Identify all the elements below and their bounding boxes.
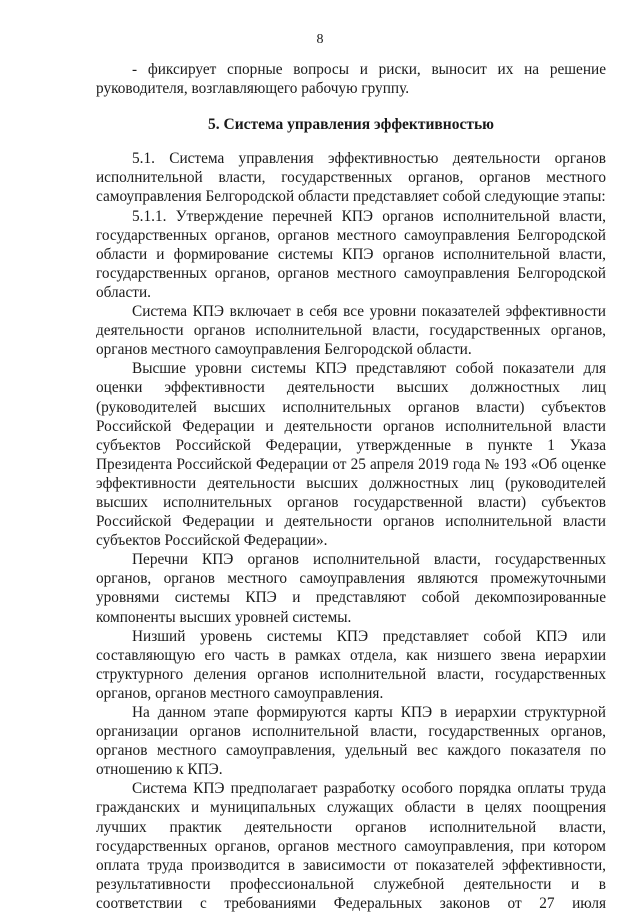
spacer (96, 134, 606, 149)
paragraph-intermediate-levels: Перечни КПЭ органов исполнительной власти, государственных органов, органов местного самоуправления являются промежуточными уровнями системы КПЭ и представляют собой декомпозированные компоненты высших уровней системы. (96, 551, 606, 626)
paragraph-5-1: 5.1. Система управления эффективностью деятельности органов исполнительной власти, государственных органов, органов местного самоуправления Белгородской области представляет собой следующие этапы: (96, 150, 606, 206)
paragraph-lowest-level: Низший уровень системы КПЭ представляет собой КПЭ или составляющую его часть в рамках отдела, как низшего звена иерархии структурного деления органов исполнительной власти, государственных органов, органов местного самоуправления. (96, 627, 606, 702)
spacer (96, 98, 606, 115)
paragraph-5-1-1: 5.1.1. Утверждение перечней КПЭ органов исполнительной власти, государственных органов, органов местного самоуправления Белгородской области и формирование системы КПЭ органов исполнительной власти, государственных органов, органов местного самоуправления Белгородской области. (96, 207, 606, 301)
paragraph-top-levels: Высшие уровни системы КПЭ представляют собой показатели для оценки эффективности деятельности высших должностных лиц (руководителей высших исполнительных органов власти) субъектов Российской Федерации и деятельности органов исполнительной власти субъектов Российской Федерации, утвержденные в пункте 1 Указа Президента Российской Федерации от 25 апреля 2019 года № 193 «Об оценке эффективности деятельности высших должностных лиц (руководителей высших исполнительных органов государственной власти) субъектов Российской Федерации и деятельности органов исполнительной власти субъектов Российской Федерации». (96, 360, 606, 550)
section-title: 5. Система управления эффективностью (208, 116, 494, 134)
intro-paragraph: - фиксирует спорные вопросы и риски, выносит их на решение руководителя, возглавляющего рабочую группу. (96, 61, 606, 98)
page-number: 8 (316, 32, 324, 47)
paragraph-kpe-cards: На данном этапе формируются карты КПЭ в иерархии структурной организации органов исполнительной власти, государственных органов, органов местного самоуправления, удельный вес каждого показателя по отношению к КПЭ. (96, 704, 606, 779)
paragraph-kpe-levels: Система КПЭ включает в себя все уровни показателей эффективности деятельности органов исполнительной власти, государственных органов, органов местного самоуправления Белгородской области. (96, 303, 606, 359)
paragraph-payment: Система КПЭ предполагает разработку особого порядка оплаты труда гражданских и муниципальных служащих области в целях поощрения лучших практик деятельности органов исполнительной власти, государственных органов, органов местного самоуправления, при котором оплата труда производится в зависимости от показателей эффективности, результативности профессиональной служебной деятельности и в соответствии с требованиями Федеральных законов от 27 июля (96, 780, 606, 912)
